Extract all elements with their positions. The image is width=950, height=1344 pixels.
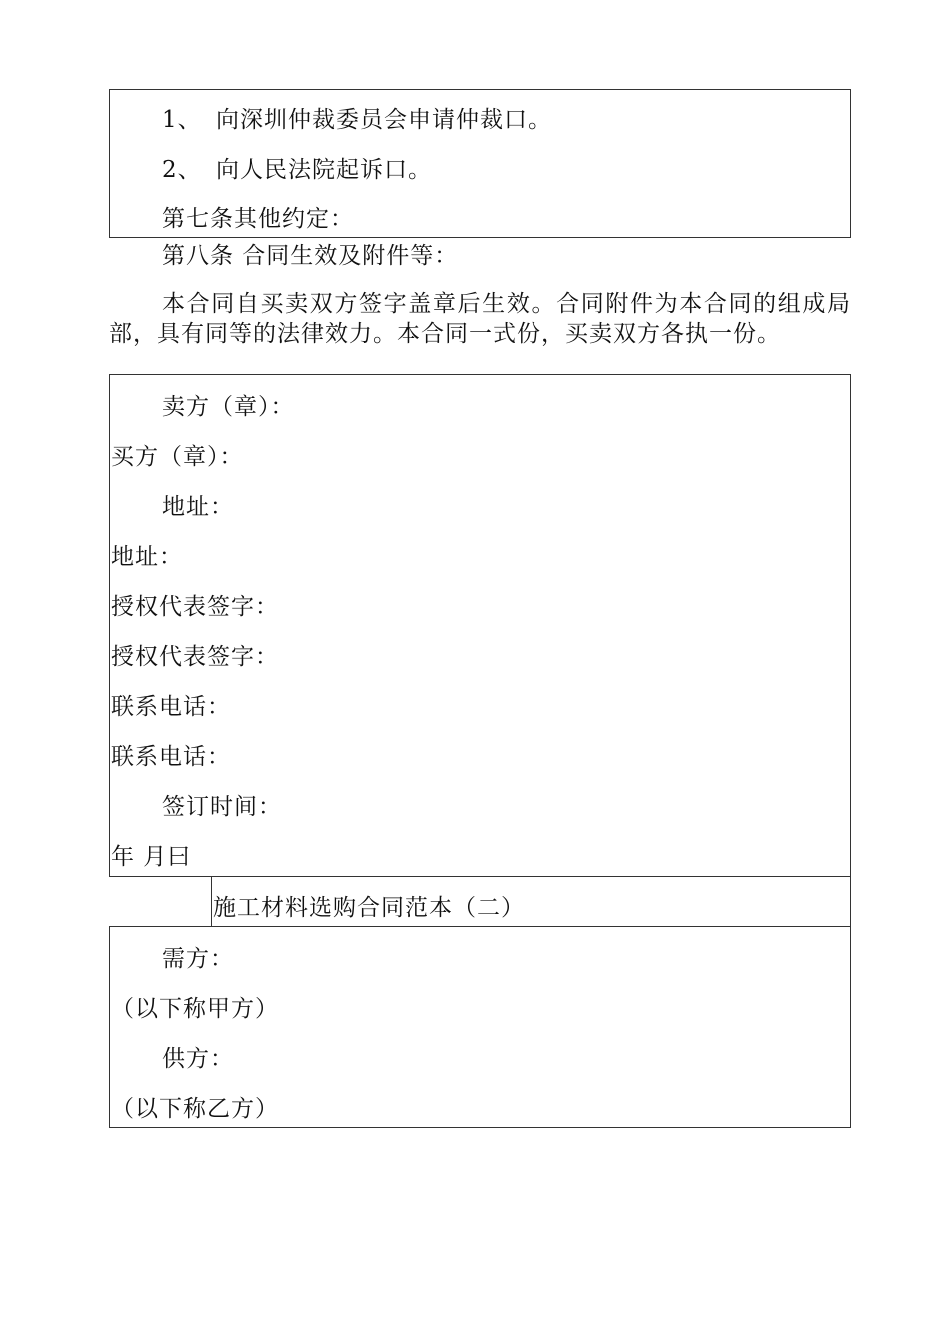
article-8-heading: 第八条 合同生效及附件等： xyxy=(162,243,459,269)
article-8-body: 本合同自买卖双方签字盖章后生效。合同附件为本合同的组成局部，具有同等的法律效力。本合同一式份，买卖双方各执一份。 xyxy=(109,291,851,347)
party-b-label: （以下称乙方） xyxy=(111,1096,279,1122)
option-arbitration xyxy=(162,109,552,132)
sign-time: 签订时间： xyxy=(162,794,282,820)
seller-address: 地址： xyxy=(162,494,234,520)
option-court xyxy=(162,159,432,182)
article-7-heading: 第七条其他约定： xyxy=(162,206,354,232)
party-a-label: （以下称甲方） xyxy=(111,996,279,1022)
buyer-signature: 授权代表签字： xyxy=(111,644,279,670)
seller-phone: 联系电话： xyxy=(111,694,231,720)
option-number: 2、 xyxy=(162,157,202,183)
option-number: 1、 xyxy=(162,107,202,133)
option-text: 向人民法院起诉口。 xyxy=(216,157,432,183)
demand-party: 需方： xyxy=(162,946,234,972)
buyer-phone: 联系电话： xyxy=(111,744,231,770)
seller-seal: 卖方（章）： xyxy=(162,394,295,420)
option-text: 向深圳仲裁委员会申请仲裁口。 xyxy=(216,107,552,133)
contract-2-title: 施工材料选购合同范本（二） xyxy=(213,895,525,921)
buyer-seal: 买方（章）： xyxy=(111,444,244,470)
seller-signature: 授权代表签字： xyxy=(111,594,279,620)
buyer-address: 地址： xyxy=(111,544,183,570)
supply-party: 供方： xyxy=(162,1046,234,1072)
sign-date: 年 月曰 xyxy=(111,844,192,870)
